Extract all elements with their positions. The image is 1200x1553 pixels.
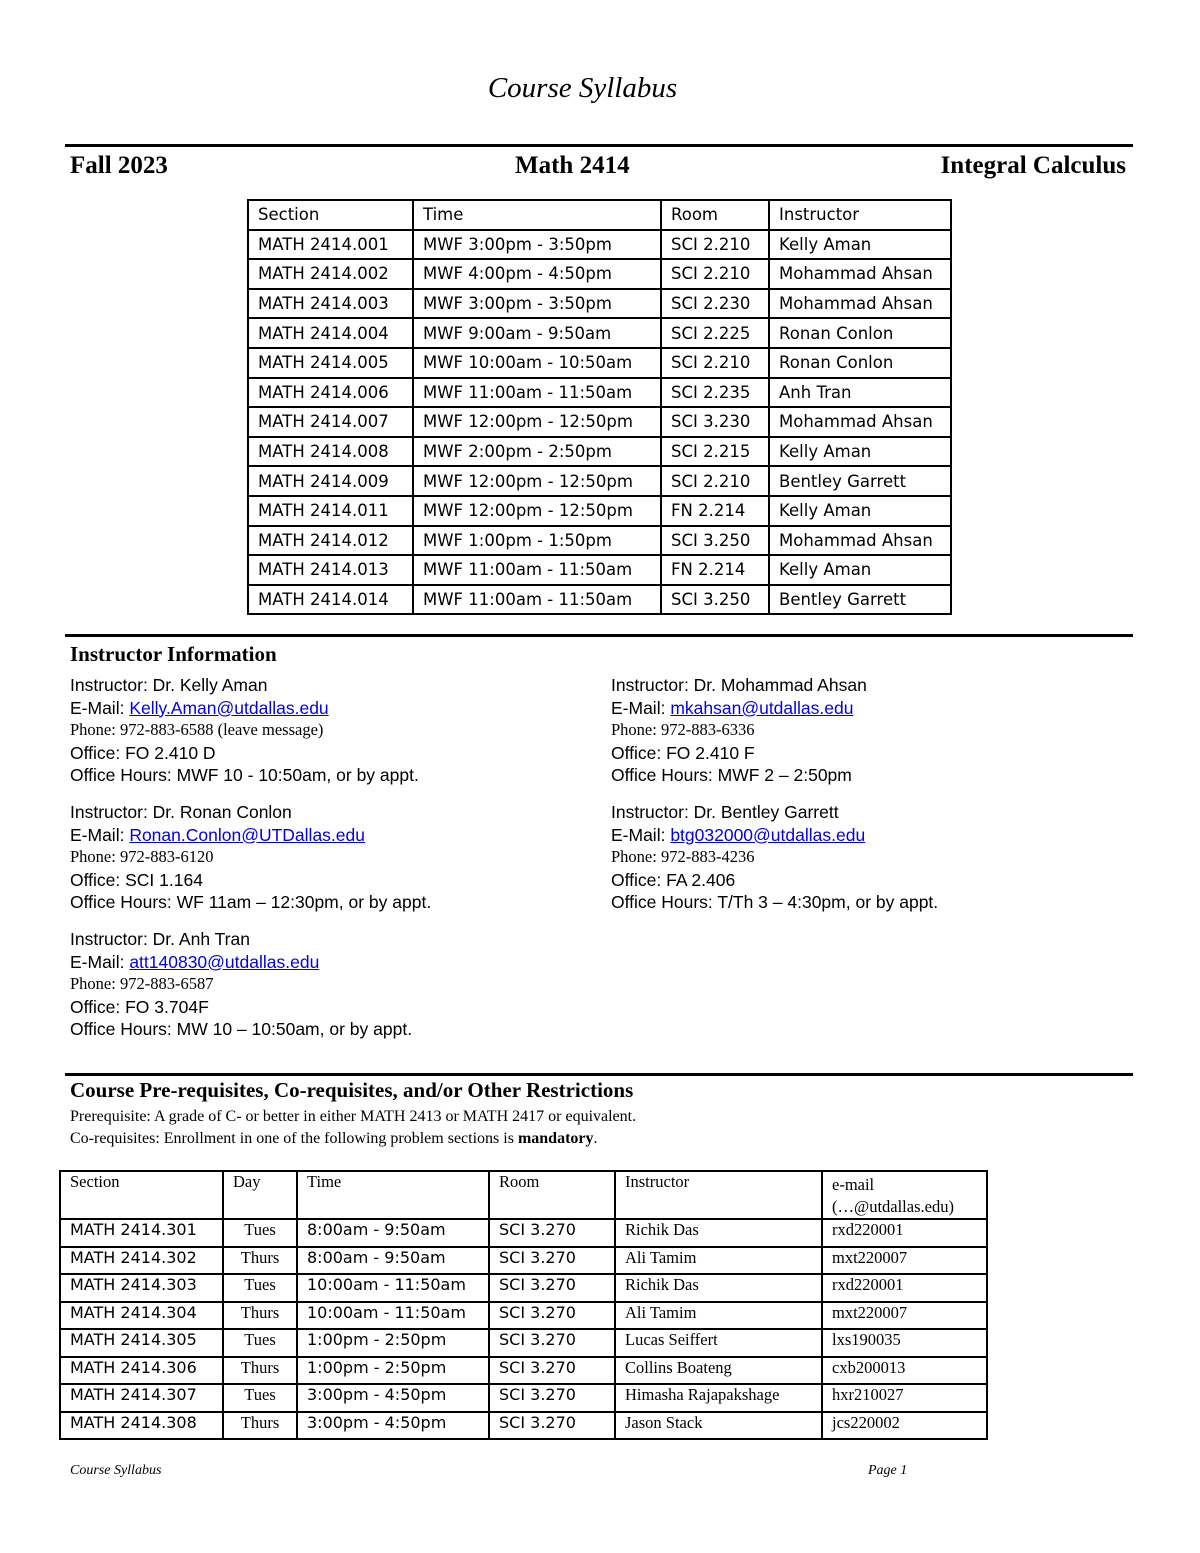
instructor-card (70, 801, 431, 914)
table-row (248, 466, 951, 496)
table-header-row (60, 1171, 987, 1219)
instructor-hours: Office Hours: T/Th 3 – 4:30pm, or by appt. (611, 892, 939, 913)
instructor-email: E-Mail: att140830@utdallas.edu (70, 951, 320, 972)
instructor-phone: Phone: 972-883-6588 (leave message) (70, 720, 324, 740)
table-cell: SCI 3.270 (489, 1302, 615, 1330)
page-number: Page 1 (868, 1463, 908, 1478)
table-cell: rxd220001 (822, 1274, 987, 1302)
table-row (248, 230, 951, 260)
table-cell: Mohammad Ahsan (769, 526, 951, 556)
divider (65, 634, 1133, 637)
table-cell: cxb200013 (822, 1357, 987, 1385)
instructor-name: Instructor: Dr. Bentley Garrett (611, 802, 839, 822)
table-cell: SCI 2.235 (661, 378, 769, 408)
footer-title: Course Syllabus (70, 1463, 162, 1478)
column-header: Instructor (769, 200, 951, 230)
table-cell: MWF 9:00am - 9:50am (413, 318, 661, 348)
table-cell: 3:00pm - 4:50pm (297, 1384, 489, 1412)
table-cell: 8:00am - 9:50am (297, 1219, 489, 1247)
requisites-heading: Course Pre-requisites, Co-requisites, and/or Other Restrictions (70, 1078, 634, 1102)
table-row (248, 259, 951, 289)
table-cell: MATH 2414.013 (248, 555, 413, 585)
table-cell: MATH 2414.306 (60, 1357, 223, 1385)
instructor-name: Instructor: Dr. Anh Tran (70, 929, 250, 949)
term-label: Fall 2023 (70, 152, 168, 179)
divider (65, 1073, 1133, 1076)
email-link[interactable]: Kelly.Aman@utdallas.edu (129, 697, 329, 718)
email-link[interactable]: btg032000@utdallas.edu (670, 824, 866, 845)
table-row (60, 1247, 987, 1275)
column-header: Time (413, 200, 661, 230)
table-cell: Ronan Conlon (769, 318, 951, 348)
instructor-card (70, 928, 412, 1041)
table-cell: FN 2.214 (661, 555, 769, 585)
column-header: Room (661, 200, 769, 230)
table-cell: Richik Das (615, 1274, 822, 1302)
table-cell: SCI 3.230 (661, 407, 769, 437)
table-row (248, 526, 951, 556)
table-cell: SCI 3.270 (489, 1412, 615, 1440)
table-cell: Thurs (223, 1247, 297, 1275)
table-row (60, 1219, 987, 1247)
table-cell: MWF 11:00am - 11:50am (413, 585, 661, 615)
table-cell: MWF 2:00pm - 2:50pm (413, 437, 661, 467)
table-cell: Kelly Aman (769, 437, 951, 467)
table-cell: MATH 2414.001 (248, 230, 413, 260)
table-cell: 10:00am - 11:50am (297, 1274, 489, 1302)
table-cell: SCI 3.270 (489, 1384, 615, 1412)
table-row (248, 437, 951, 467)
table-cell: MATH 2414.004 (248, 318, 413, 348)
table-row (248, 348, 951, 378)
table-cell: Mohammad Ahsan (769, 407, 951, 437)
table-cell: Himasha Rajapakshage (615, 1384, 822, 1412)
table-cell: SCI 2.210 (661, 348, 769, 378)
table-cell: mxt220007 (822, 1247, 987, 1275)
table-row (60, 1384, 987, 1412)
table-cell: MATH 2414.011 (248, 496, 413, 526)
table-row (248, 318, 951, 348)
table-cell: SCI 3.250 (661, 585, 769, 615)
instructor-office: Office: FO 2.410 F (611, 742, 755, 763)
course-name: Integral Calculus (940, 152, 1126, 179)
instructor-phone: Phone: 972-883-6587 (70, 974, 214, 994)
table-cell: MWF 12:00pm - 12:50pm (413, 466, 661, 496)
email-link[interactable]: Ronan.Conlon@UTDallas.edu (129, 824, 365, 845)
table-header-row (248, 200, 951, 230)
table-cell: Tues (223, 1384, 297, 1412)
column-header: Section (60, 1171, 223, 1219)
table-cell: MATH 2414.009 (248, 466, 413, 496)
corequisite-text: Co-requisites: Enrollment in one of the following problem sections is mandatory. (70, 1130, 598, 1147)
table-cell: MWF 3:00pm - 3:50pm (413, 289, 661, 319)
table-cell: MATH 2414.302 (60, 1247, 223, 1275)
email-link[interactable]: att140830@utdallas.edu (129, 951, 320, 972)
instructor-name: Instructor: Dr. Mohammad Ahsan (611, 675, 867, 695)
table-cell: MATH 2414.006 (248, 378, 413, 408)
prerequisite-text: Prerequisite: A grade of C- or better in either MATH 2413 or MATH 2417 or equivalent. (70, 1108, 637, 1125)
instructor-card (611, 674, 867, 787)
email-link[interactable]: mkahsan@utdallas.edu (670, 697, 854, 718)
table-cell: SCI 3.270 (489, 1247, 615, 1275)
table-cell: MWF 11:00am - 11:50am (413, 555, 661, 585)
column-header: Day (223, 1171, 297, 1219)
table-cell: SCI 3.250 (661, 526, 769, 556)
table-cell: Ali Tamim (615, 1302, 822, 1330)
table-cell: Tues (223, 1274, 297, 1302)
table-cell: Thurs (223, 1412, 297, 1440)
table-cell: SCI 2.225 (661, 318, 769, 348)
table-cell: MATH 2414.012 (248, 526, 413, 556)
instructor-office: Office: FO 3.704F (70, 996, 209, 1017)
table-cell: Ali Tamim (615, 1247, 822, 1275)
table-cell: Kelly Aman (769, 496, 951, 526)
instructor-office: Office: FO 2.410 D (70, 742, 216, 763)
instructor-hours: Office Hours: MWF 10 - 10:50am, or by appt. (70, 765, 419, 786)
table-cell: Tues (223, 1329, 297, 1357)
mandatory-emphasis: mandatory (517, 1130, 594, 1147)
table-cell: rxd220001 (822, 1219, 987, 1247)
instructor-hours: Office Hours: MWF 2 – 2:50pm (611, 765, 852, 786)
table-cell: mxt220007 (822, 1302, 987, 1330)
problem-sections-table (59, 1170, 988, 1440)
table-cell: MATH 2414.303 (60, 1274, 223, 1302)
table-cell: SCI 2.210 (661, 466, 769, 496)
table-cell: SCI 2.230 (661, 289, 769, 319)
table-cell: Thurs (223, 1357, 297, 1385)
table-row (248, 289, 951, 319)
divider (65, 144, 1133, 147)
table-cell: 1:00pm - 2:50pm (297, 1329, 489, 1357)
table-cell: MATH 2414.002 (248, 259, 413, 289)
instructor-phone: Phone: 972-883-6120 (70, 847, 214, 867)
table-cell: MATH 2414.014 (248, 585, 413, 615)
table-cell: FN 2.214 (661, 496, 769, 526)
page-title: Course Syllabus (487, 72, 678, 104)
table-row (248, 407, 951, 437)
table-cell: 8:00am - 9:50am (297, 1247, 489, 1275)
table-row (248, 555, 951, 585)
table-cell: MATH 2414.304 (60, 1302, 223, 1330)
instructor-name: Instructor: Dr. Ronan Conlon (70, 802, 292, 822)
table-cell: MWF 3:00pm - 3:50pm (413, 230, 661, 260)
table-cell: Jason Stack (615, 1412, 822, 1440)
table-cell: Anh Tran (769, 378, 951, 408)
table-cell: Ronan Conlon (769, 348, 951, 378)
sections-table (247, 199, 952, 615)
column-header: Time (297, 1171, 489, 1219)
table-row (60, 1357, 987, 1385)
table-cell: hxr210027 (822, 1384, 987, 1412)
table-cell: MWF 12:00pm - 12:50pm (413, 496, 661, 526)
table-cell: SCI 2.215 (661, 437, 769, 467)
table-row (60, 1274, 987, 1302)
table-cell: Mohammad Ahsan (769, 259, 951, 289)
table-cell: Richik Das (615, 1219, 822, 1247)
instructor-office: Office: FA 2.406 (611, 869, 736, 890)
instructor-email: E-Mail: btg032000@utdallas.edu (611, 824, 866, 845)
table-cell: jcs220002 (822, 1412, 987, 1440)
table-cell: Tues (223, 1219, 297, 1247)
instructor-email: E-Mail: Kelly.Aman@utdallas.edu (70, 697, 329, 718)
table-cell: MATH 2414.007 (248, 407, 413, 437)
table-cell: MWF 12:00pm - 12:50pm (413, 407, 661, 437)
table-cell: MWF 10:00am - 10:50am (413, 348, 661, 378)
table-row (248, 378, 951, 408)
table-row (60, 1412, 987, 1440)
table-cell: Kelly Aman (769, 555, 951, 585)
instructor-hours: Office Hours: WF 11am – 12:30pm, or by appt. (70, 892, 432, 913)
table-cell: 10:00am - 11:50am (297, 1302, 489, 1330)
table-cell: MATH 2414.308 (60, 1412, 223, 1440)
table-cell: MWF 4:00pm - 4:50pm (413, 259, 661, 289)
table-cell: MWF 1:00pm - 1:50pm (413, 526, 661, 556)
column-header: Section (248, 200, 413, 230)
instructor-hours: Office Hours: MW 10 – 10:50am, or by appt. (70, 1019, 413, 1040)
table-cell: SCI 3.270 (489, 1357, 615, 1385)
table-row (60, 1329, 987, 1357)
table-cell: lxs190035 (822, 1329, 987, 1357)
table-cell: SCI 3.270 (489, 1274, 615, 1302)
column-header: Room (489, 1171, 615, 1219)
table-cell: SCI 2.210 (661, 259, 769, 289)
instructor-card (70, 674, 419, 787)
table-cell: Bentley Garrett (769, 466, 951, 496)
table-cell: Lucas Seiffert (615, 1329, 822, 1357)
table-cell: Collins Boateng (615, 1357, 822, 1385)
column-header: e-mail (…@utdallas.edu) (822, 1171, 987, 1219)
table-cell: MATH 2414.307 (60, 1384, 223, 1412)
instructor-email: E-Mail: mkahsan@utdallas.edu (611, 697, 854, 718)
requisites-text (70, 1106, 636, 1150)
table-cell: MATH 2414.301 (60, 1219, 223, 1247)
column-header: Instructor (615, 1171, 822, 1219)
table-cell: SCI 3.270 (489, 1219, 615, 1247)
table-cell: SCI 3.270 (489, 1329, 615, 1357)
table-cell: MATH 2414.005 (248, 348, 413, 378)
table-cell: MWF 11:00am - 11:50am (413, 378, 661, 408)
table-row (248, 585, 951, 615)
table-cell: MATH 2414.305 (60, 1329, 223, 1357)
instructor-name: Instructor: Dr. Kelly Aman (70, 675, 268, 695)
table-cell: MATH 2414.003 (248, 289, 413, 319)
table-cell: Kelly Aman (769, 230, 951, 260)
instructor-info-heading: Instructor Information (70, 642, 277, 666)
table-row (60, 1302, 987, 1330)
instructor-email: E-Mail: Ronan.Conlon@UTDallas.edu (70, 824, 365, 845)
instructor-office: Office: SCI 1.164 (70, 869, 203, 890)
table-cell: Thurs (223, 1302, 297, 1330)
instructor-phone: Phone: 972-883-6336 (611, 720, 755, 740)
instructor-card (611, 801, 938, 914)
table-row (248, 496, 951, 526)
table-cell: 3:00pm - 4:50pm (297, 1412, 489, 1440)
table-cell: 1:00pm - 2:50pm (297, 1357, 489, 1385)
table-cell: SCI 2.210 (661, 230, 769, 260)
instructor-phone: Phone: 972-883-4236 (611, 847, 755, 867)
table-cell: Mohammad Ahsan (769, 289, 951, 319)
table-cell: Bentley Garrett (769, 585, 951, 615)
course-number: Math 2414 (515, 152, 630, 179)
table-cell: MATH 2414.008 (248, 437, 413, 467)
